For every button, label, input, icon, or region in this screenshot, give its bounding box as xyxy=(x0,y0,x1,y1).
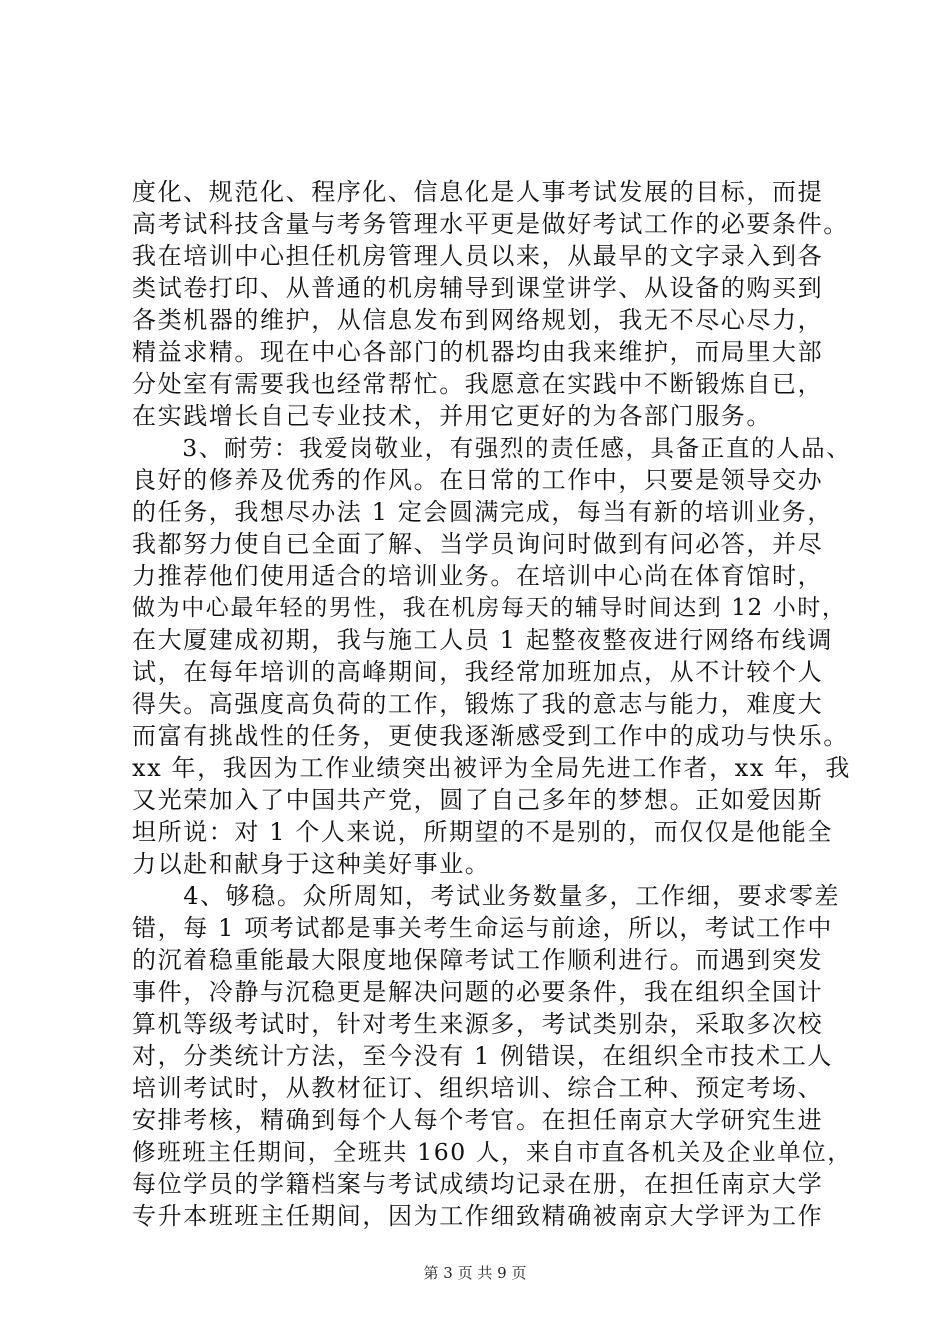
body-line: 力推荐他们使用适合的培训业务。在培训中心尚在体育馆时， xyxy=(132,562,824,590)
body-line: 错，每 1 项考试都是事关考生命运与前途，所以，考试工作中 xyxy=(132,914,833,942)
body-line: 类试卷打印、从普通的机房辅导到课堂讲学、从设备的购买到 xyxy=(132,274,824,302)
body-line: 专升本班班主任期间，因为工作细致精确被南京大学评为工作 xyxy=(132,1202,824,1230)
body-line: 培训考试时，从教材征订、组织培训、综合工种、预定考场、 xyxy=(132,1074,824,1102)
paragraph-start-line: 3、耐劳：我爱岗敬业，有强烈的责任感，具备正直的人品、 xyxy=(132,434,852,462)
body-line: 在实践增长自己专业技术，并用它更好的为各部门服务。 xyxy=(132,402,772,430)
body-line: 事件，冷静与沉稳更是解决问题的必要条件，我在组织全国计 xyxy=(132,978,824,1006)
body-line: 做为中心最年轻的男性，我在机房每天的辅导时间达到 12 小时， xyxy=(132,595,847,621)
body-line: 的沉着稳重能最大限度地保障考试工作顺利进行。而遇到突发 xyxy=(132,946,824,974)
body-line: xx 年，我因为工作业绩突出被评为全局先进工作者，xx 年，我 xyxy=(132,754,851,782)
body-line: 算机等级考试时，针对考生来源多，考试类别杂，采取多次校 xyxy=(132,1010,824,1038)
body-line: 安排考核，精确到每个人每个考官。在担任南京大学研究生进 xyxy=(132,1106,824,1134)
body-line: 良好的修养及优秀的作风。在日常的工作中，只要是领导交办 xyxy=(132,466,824,494)
body-line: 对，分类统计方法，至今没有 1 例错误，在组织全市技术工人 xyxy=(132,1042,833,1070)
body-line: 各类机器的维护，从信息发布到网络规划，我无不尽心尽力， xyxy=(132,306,824,334)
body-line: 得失。高强度高负荷的工作，锻炼了我的意志与能力，难度大 xyxy=(132,690,824,718)
body-line: 精益求精。现在中心各部门的机器均由我来维护，而局里大部 xyxy=(132,338,824,366)
body-line: 修班班主任期间，全班共 160 人，来自市直各机关及企业单位， xyxy=(132,1138,853,1166)
paragraph-start-line: 4、够稳。众所周知，考试业务数量多，工作细，要求零差 xyxy=(132,882,841,910)
body-line: 力以赴和献身于这种美好事业。 xyxy=(132,850,491,878)
body-line: 坦所说：对 1 个人来说，所期望的不是别的，而仅仅是他能全 xyxy=(132,818,833,846)
body-line: 每位学员的学籍档案与考试成绩均记录在册，在担任南京大学 xyxy=(132,1170,824,1198)
body-line: 又光荣加入了中国共产党，圆了自己多年的梦想。正如爱因斯 xyxy=(132,786,824,814)
page-number-footer: 第 3 页 共 9 页 xyxy=(423,1264,527,1282)
body-line: 试，在每年培训的高峰期间，我经常加班加点，从不计较个人 xyxy=(132,658,824,686)
body-line: 度化、规范化、程序化、信息化是人事考试发展的目标，而提 xyxy=(132,178,824,206)
body-line: 在大厦建成初期，我与施工人员 1 起整夜整夜进行网络布线调 xyxy=(132,626,833,654)
body-line: 我都努力使自已全面了解、当学员询问时做到有问必答，并尽 xyxy=(132,530,824,558)
body-line: 高考试科技含量与考务管理水平更是做好考试工作的必要条件。 xyxy=(132,210,849,238)
body-line: 我在培训中心担任机房管理人员以来，从最早的文字录入到各 xyxy=(132,242,824,270)
body-line: 的任务，我想尽办法 1 定会圆满完成，每当有新的培训业务， xyxy=(132,498,833,526)
body-line: 分处室有需要我也经常帮忙。我愿意在实践中不断锻炼自已， xyxy=(132,370,824,398)
body-line: 而富有挑战性的任务，更使我逐渐感受到工作中的成功与快乐。 xyxy=(132,722,849,750)
